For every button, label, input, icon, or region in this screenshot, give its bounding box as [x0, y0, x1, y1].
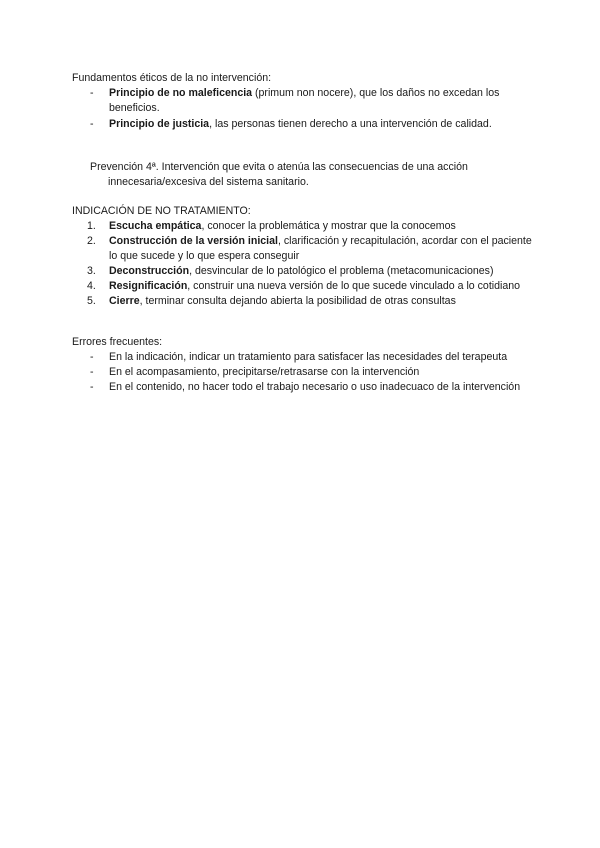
list-item — [72, 219, 532, 234]
paragraph — [72, 160, 532, 190]
indicacion-heading: INDICACIÓN DE NO TRATAMIENTO: — [72, 205, 251, 217]
errores-list — [72, 350, 532, 395]
paragraph-line-1: Prevención 4ª. Intervención que evita o atenúa las consecuencias de una acción — [90, 161, 468, 173]
bold-term: Escucha empática — [109, 220, 202, 232]
list-item-text: En el acompasamiento, precipitarse/retrasarse con la intervención — [109, 366, 420, 378]
errores-heading: Errores frecuentes: — [72, 336, 163, 348]
indicacion-section — [72, 204, 532, 309]
list-item-text — [109, 265, 494, 277]
list-item-text — [109, 118, 492, 130]
number-marker: 3. — [87, 265, 96, 277]
item-description: (primum non nocere), que los daños no excedan los beneficios. — [109, 87, 500, 114]
list-item — [72, 350, 532, 365]
bullet-marker: - — [90, 366, 94, 378]
list-item-text: En el contenido, no hacer todo el trabajo necesario o uso inadecuaco de la intervención — [109, 381, 521, 393]
item-description: , terminar consulta dejando abierta la posibilidad de otras consultas — [139, 295, 456, 307]
number-marker: 1. — [87, 220, 96, 232]
bold-term: Principio de no maleficencia — [109, 87, 253, 99]
bold-term: Principio de justicia — [109, 118, 210, 130]
bold-term: Construcción de la versión inicial — [109, 235, 278, 247]
number-marker: 2. — [87, 235, 96, 247]
bullet-marker: - — [90, 351, 94, 363]
bold-term: Cierre — [109, 295, 140, 307]
bullet-marker: - — [90, 381, 94, 393]
list-item — [72, 279, 532, 294]
indicacion-list — [72, 219, 532, 309]
prevencion-paragraph — [72, 160, 532, 190]
list-item — [72, 117, 532, 132]
number-marker: 4. — [87, 280, 96, 292]
item-description: , clarificación y recapitulación, acordar con el paciente lo que sucede y lo que espera conseguir — [109, 235, 532, 262]
list-item — [72, 264, 532, 279]
list-item-text — [109, 220, 456, 232]
fundamentos-section — [72, 71, 532, 132]
list-item-text — [109, 87, 499, 114]
item-description: , desvincular de lo patológico el problema (metacomunicaciones) — [189, 265, 494, 277]
list-item-text — [109, 280, 520, 292]
list-item — [72, 294, 532, 309]
item-description: , las personas tienen derecho a una intervención de calidad. — [209, 118, 492, 130]
number-marker: 5. — [87, 295, 96, 307]
paragraph-line-2: innecesaria/excesiva del sistema sanitario. — [108, 176, 309, 188]
item-description: , construir una nueva versión de lo que sucede vinculado a lo cotidiano — [187, 280, 521, 292]
bullet-marker: - — [90, 118, 94, 130]
item-description: , conocer la problemática y mostrar que la conocemos — [201, 220, 456, 232]
fundamentos-list — [72, 86, 532, 132]
bullet-marker: - — [90, 87, 94, 99]
list-item-text — [109, 235, 532, 262]
bold-term: Resignificación — [109, 280, 188, 292]
fundamentos-heading: Fundamentos éticos de la no intervención: — [72, 72, 272, 84]
errores-section — [72, 335, 532, 395]
list-item-text — [109, 295, 456, 307]
list-item-text: En la indicación, indicar un tratamiento para satisfacer las necesidades del terapeuta — [109, 351, 508, 363]
bold-term: Deconstrucción — [109, 265, 190, 277]
list-item — [72, 234, 532, 264]
list-item — [72, 86, 532, 116]
list-item — [72, 380, 532, 395]
list-item — [72, 365, 532, 380]
